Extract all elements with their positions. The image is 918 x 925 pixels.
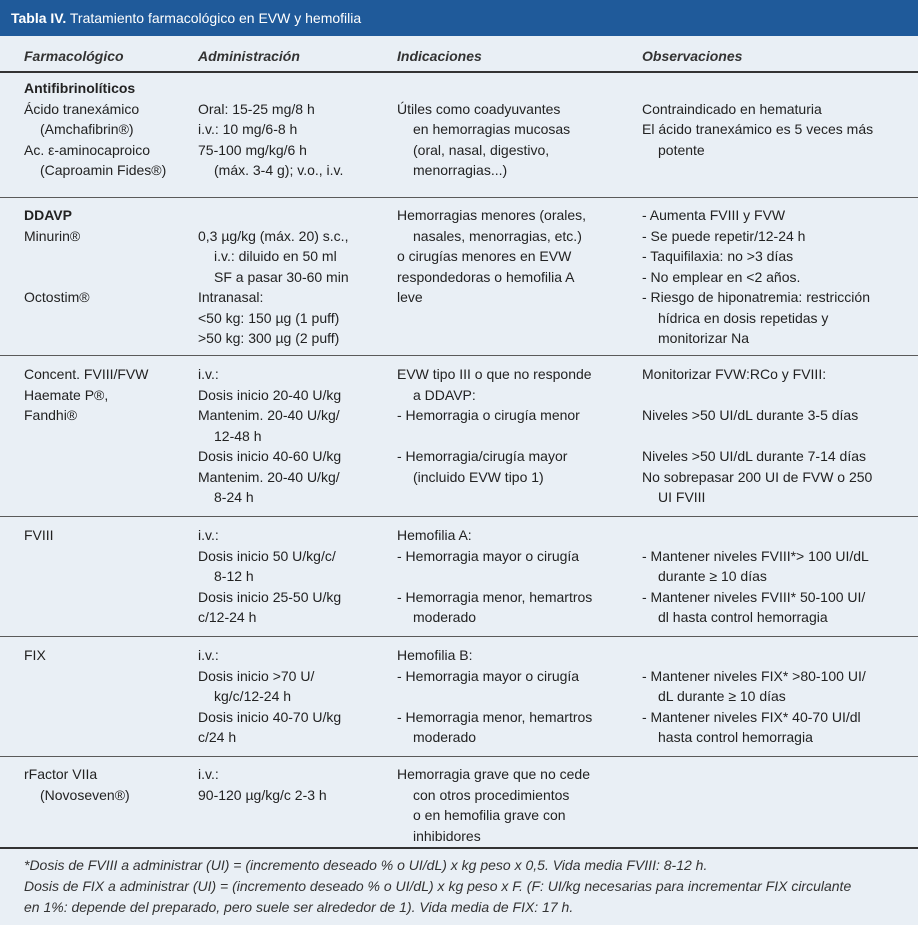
footnote-line: Dosis de FIX a administrar (UI) = (incremento deseado % o UI/dL) x kg peso x F. (F: UI/kg necesarias para incrementar FIX circulante bbox=[24, 878, 852, 894]
cell-line: FIX bbox=[24, 647, 46, 663]
cell-indicaciones bbox=[397, 525, 592, 628]
cell-observaciones bbox=[642, 78, 873, 160]
cell-line bbox=[642, 426, 872, 447]
cell-line: - Hemorragia mayor o cirugía bbox=[397, 547, 580, 564]
cell-line: Dosis inicio 50 U/kg/c/ bbox=[198, 547, 336, 564]
cell-line: Hemorragias menores (orales, bbox=[397, 207, 587, 223]
cell-line: hídrica en dosis repetidas y bbox=[658, 309, 829, 326]
cell-line: EVW tipo III o que no responde bbox=[397, 366, 592, 382]
cell-line: (Novoseven®) bbox=[40, 786, 130, 803]
cell-line bbox=[642, 645, 866, 666]
row-divider bbox=[0, 756, 918, 757]
header-divider bbox=[0, 71, 918, 73]
cell-line: 0,3 µg/kg (máx. 20) s.c., bbox=[198, 227, 349, 244]
cell-line: menorragias...) bbox=[413, 162, 508, 178]
cell-line: Ácido tranexámico bbox=[24, 100, 140, 117]
cell-indicaciones bbox=[397, 205, 586, 308]
cell-line: Hemofilia B: bbox=[397, 647, 473, 663]
cell-line: 75-100 mg/kg/6 h bbox=[198, 141, 307, 158]
cell-line: - Hemorragia menor, hemartros bbox=[397, 708, 593, 725]
cell-line bbox=[24, 246, 90, 267]
cell-line bbox=[198, 78, 343, 99]
table-footnote bbox=[24, 855, 904, 918]
cell-line: - Hemorragia menor, hemartros bbox=[397, 588, 593, 605]
row-divider bbox=[0, 197, 918, 198]
cell-line: 90-120 µg/kg/c 2-3 h bbox=[198, 786, 327, 803]
row-divider bbox=[0, 516, 918, 517]
cell-line: Minurin® bbox=[24, 227, 81, 244]
cell-line: i.v.: bbox=[198, 527, 219, 543]
cell-line: o cirugías menores en EVW bbox=[397, 248, 572, 264]
cell-line: Dosis inicio 40-70 U/kg bbox=[198, 708, 342, 725]
cell-line: kg/c/12-24 h bbox=[214, 688, 292, 704]
cell-line: SF a pasar 30-60 min bbox=[214, 268, 349, 285]
cell-line bbox=[198, 205, 349, 226]
cell-line: - Mantener niveles FVIII* 50-100 UI/ bbox=[642, 588, 866, 605]
cell-line: (incluido EVW tipo 1) bbox=[413, 468, 544, 485]
cell-line: dl hasta control hemorragia bbox=[658, 609, 828, 625]
row-divider bbox=[0, 636, 918, 637]
footnote-line: en 1%: depende del preparado, pero suele ser alrededor de 1). Vida media de FIX: 17 h. bbox=[24, 899, 574, 915]
cell-farmacologico bbox=[24, 764, 130, 805]
cell-line: Dosis inicio 25-50 U/kg bbox=[198, 588, 342, 605]
header-indicaciones: Indicaciones bbox=[397, 48, 482, 64]
cell-indicaciones bbox=[397, 364, 592, 487]
cell-line: leve bbox=[397, 289, 423, 305]
cell-observaciones bbox=[642, 364, 872, 508]
cell-line: Dosis inicio 40-60 U/kg bbox=[198, 448, 342, 464]
cell-line: dL durante ≥ 10 días bbox=[658, 688, 786, 704]
cell-line bbox=[397, 78, 570, 99]
cell-line: - Hemorragia mayor o cirugía bbox=[397, 667, 580, 684]
row-divider bbox=[0, 355, 918, 356]
cell-line: - Riesgo de hiponatremia: restricción bbox=[642, 289, 870, 305]
cell-line: Contraindicado en hematuria bbox=[642, 100, 822, 117]
cell-line: Niveles >50 UI/dL durante 7-14 días bbox=[642, 448, 867, 464]
cell-line: FVIII bbox=[24, 527, 54, 543]
cell-line: i.v.: bbox=[198, 647, 219, 663]
cell-line: i.v.: bbox=[198, 366, 219, 382]
cell-line bbox=[642, 525, 869, 546]
cell-line: rFactor VIIa bbox=[24, 766, 98, 782]
cell-line: <50 kg: 150 µg (1 puff) bbox=[198, 309, 340, 326]
cell-line: monitorizar Na bbox=[658, 330, 750, 346]
cell-line: - Aumenta FVIII y FVW bbox=[642, 207, 786, 223]
cell-administracion bbox=[198, 764, 327, 805]
table-title-bar bbox=[0, 0, 918, 36]
cell-line bbox=[397, 686, 592, 707]
cell-line: c/24 h bbox=[198, 729, 237, 745]
cell-line: - Mantener niveles FIX* 40-70 UI/dl bbox=[642, 708, 861, 725]
cell-line: a DDAVP: bbox=[413, 386, 476, 403]
cell-indicaciones bbox=[397, 764, 590, 846]
cell-line: Ac. ε-aminocaproico bbox=[24, 141, 151, 158]
header-farmacologico: Farmacológico bbox=[24, 48, 124, 64]
cell-line: i.v.: bbox=[198, 766, 219, 782]
cell-line: No sobrepasar 200 UI de FVW o 250 bbox=[642, 468, 873, 485]
cell-line: inhibidores bbox=[413, 827, 481, 844]
cell-line: Intranasal: bbox=[198, 289, 264, 305]
table-number: Tabla IV. bbox=[11, 10, 67, 26]
cell-administracion bbox=[198, 78, 343, 181]
cell-line bbox=[397, 566, 592, 587]
footnote-line: *Dosis de FVIII a administrar (UI) = (incremento deseado % o UI/dL) x kg peso x 0,5. Vida media FVIII: 8-12 h. bbox=[24, 857, 708, 873]
cell-line: 12-48 h bbox=[214, 427, 262, 444]
cell-line: - Taquifilaxia: no >3 días bbox=[642, 248, 794, 264]
cell-line: en hemorragias mucosas bbox=[413, 121, 571, 137]
cell-line bbox=[397, 426, 592, 447]
cell-indicaciones bbox=[397, 645, 592, 748]
cell-observaciones bbox=[642, 205, 870, 349]
header-observaciones: Observaciones bbox=[642, 48, 743, 64]
cell-line: Niveles >50 UI/dL durante 3-5 días bbox=[642, 407, 859, 423]
cell-line: Mantenim. 20-40 U/kg/ bbox=[198, 407, 340, 423]
cell-farmacologico bbox=[24, 645, 46, 666]
cell-line: Fandhi® bbox=[24, 407, 78, 423]
cell-line: i.v.: diluido en 50 ml bbox=[214, 248, 337, 264]
cell-line: o en hemofilia grave con bbox=[413, 807, 566, 823]
cell-line: moderado bbox=[413, 729, 477, 745]
cell-line: El ácido tranexámico es 5 veces más bbox=[642, 121, 874, 137]
cell-line: - Se puede repetir/12-24 h bbox=[642, 227, 806, 244]
cell-line: 8-12 h bbox=[214, 568, 254, 584]
table-bottom-rule bbox=[0, 847, 918, 849]
cell-indicaciones bbox=[397, 78, 570, 181]
cell-line: respondedoras o hemofilia A bbox=[397, 268, 575, 285]
cell-line: hasta control hemorragia bbox=[658, 729, 813, 745]
cell-line: - Mantener niveles FIX* >80-100 UI/ bbox=[642, 667, 866, 684]
cell-farmacologico bbox=[24, 525, 54, 546]
cell-line: Haemate P®, bbox=[24, 386, 109, 403]
cell-observaciones bbox=[642, 645, 866, 748]
cell-line: Antifibrinolíticos bbox=[24, 80, 136, 96]
cell-line bbox=[24, 267, 90, 288]
cell-line: (máx. 3-4 g); v.o., i.v. bbox=[214, 162, 344, 178]
cell-line: durante ≥ 10 días bbox=[658, 568, 767, 584]
cell-line: - Hemorragia/cirugía mayor bbox=[397, 448, 568, 464]
cell-line: Dosis inicio 20-40 U/kg bbox=[198, 386, 342, 403]
table-title: Tratamiento farmacológico en EVW y hemofilia bbox=[69, 10, 362, 26]
cell-administracion bbox=[198, 525, 341, 628]
cell-line: con otros procedimientos bbox=[413, 786, 570, 803]
cell-line: nasales, menorragias, etc.) bbox=[413, 227, 582, 244]
cell-line: 8-24 h bbox=[214, 489, 254, 505]
cell-line: Oral: 15-25 mg/8 h bbox=[198, 100, 315, 117]
cell-farmacologico bbox=[24, 364, 148, 426]
cell-farmacologico bbox=[24, 78, 166, 181]
cell-line: Dosis inicio >70 U/ bbox=[198, 667, 315, 684]
cell-line: moderado bbox=[413, 609, 477, 625]
cell-line bbox=[642, 78, 873, 99]
cell-line: Octostim® bbox=[24, 289, 90, 305]
cell-line: i.v.: 10 mg/6-8 h bbox=[198, 121, 298, 137]
cell-line: Hemorragia grave que no cede bbox=[397, 766, 591, 782]
cell-line: DDAVP bbox=[24, 207, 72, 223]
cell-line: - No emplear en <2 años. bbox=[642, 268, 801, 285]
cell-line: >50 kg: 300 µg (2 puff) bbox=[198, 330, 340, 346]
cell-line: Hemofilia A: bbox=[397, 527, 472, 543]
cell-line: Concent. FVIII/FVW bbox=[24, 366, 149, 382]
cell-line: - Mantener niveles FVIII*> 100 UI/dL bbox=[642, 547, 869, 564]
cell-line: Útiles como coadyuvantes bbox=[397, 100, 561, 117]
cell-line: (Amchafibrin®) bbox=[40, 121, 134, 137]
cell-line: Monitorizar FVW:RCo y FVIII: bbox=[642, 366, 827, 382]
cell-line: potente bbox=[658, 141, 705, 158]
cell-line bbox=[642, 385, 872, 406]
header-administracion: Administración bbox=[198, 48, 300, 64]
cell-line: Mantenim. 20-40 U/kg/ bbox=[198, 468, 340, 485]
cell-observaciones bbox=[642, 525, 869, 628]
cell-farmacologico bbox=[24, 205, 90, 308]
cell-administracion bbox=[198, 364, 341, 508]
cell-administracion bbox=[198, 205, 349, 349]
cell-line: (Caproamin Fides®) bbox=[40, 162, 167, 178]
cell-administracion bbox=[198, 645, 341, 748]
cell-line: UI FVIII bbox=[658, 489, 706, 505]
cell-line: - Hemorragia o cirugía menor bbox=[397, 407, 580, 423]
cell-line: c/12-24 h bbox=[198, 609, 257, 625]
cell-line: (oral, nasal, digestivo, bbox=[413, 141, 550, 158]
